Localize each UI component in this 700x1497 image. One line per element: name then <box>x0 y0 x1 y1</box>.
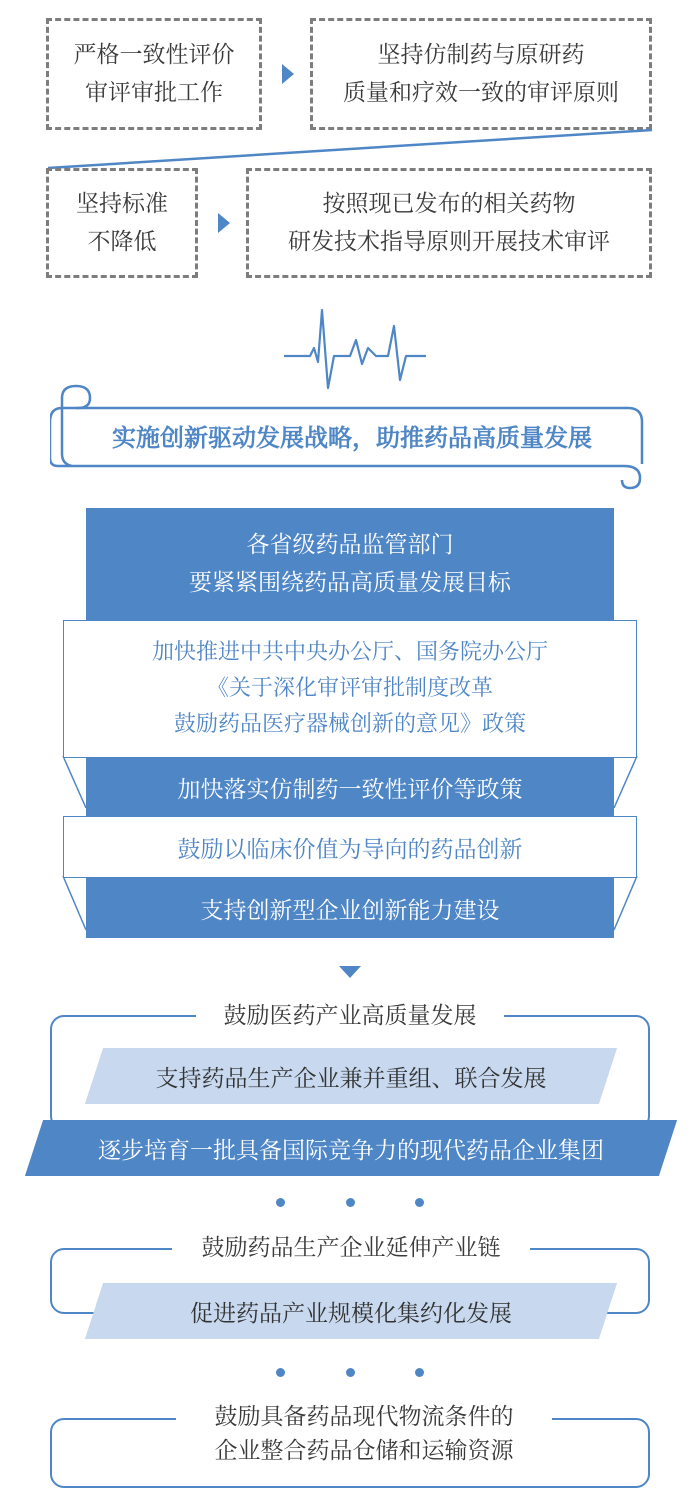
dot-icon <box>276 1198 285 1207</box>
banner-title: 实施创新驱动发展战略，助推药品高质量发展 <box>112 424 592 452</box>
band-scale-development <box>94 1283 608 1339</box>
dot-icon <box>276 1368 285 1377</box>
flow-box-line: 坚持标准 <box>76 191 168 217</box>
flow-box-line: 审评审批工作 <box>85 80 223 106</box>
band-text: 逐步培育一批具备国际竞争力的现代药品企业集团 <box>98 1137 604 1164</box>
triangle-down-icon <box>339 966 361 978</box>
section-title-supply-chain: 鼓励药品生产企业延伸产业链 <box>172 1231 530 1265</box>
block-line: 加快落实仿制药一致性评价等政策 <box>177 776 523 803</box>
band-enterprise-groups <box>34 1120 668 1176</box>
flow-box-line: 质量和疗效一致的审评原则 <box>343 80 619 106</box>
stack-block-clinical-innovation <box>63 816 637 878</box>
section-title-industry: 鼓励医药产业高质量发展 <box>196 999 504 1033</box>
dot-icon <box>415 1198 424 1207</box>
band-merger <box>94 1048 608 1104</box>
flow-box-line: 研发技术指导原则开展技术审评 <box>288 229 610 255</box>
dot-icon <box>415 1368 424 1377</box>
dot-icon <box>346 1368 355 1377</box>
band-text: 支持药品生产企业兼并重组、联合发展 <box>155 1065 547 1092</box>
flow-box-line: 不降低 <box>87 229 157 255</box>
section-title-line: 鼓励具备药品现代物流条件的 <box>214 1404 514 1430</box>
stack-block-policy <box>63 620 637 758</box>
stack-block-regulators <box>86 508 614 620</box>
flow-box-line: 坚持仿制药与原研药 <box>377 42 585 68</box>
block-line: 支持创新型企业创新能力建设 <box>200 897 500 924</box>
block-line: 《关于深化审评审批制度改革 <box>206 676 493 701</box>
block-line: 各省级药品监管部门 <box>246 532 454 558</box>
band-text: 促进药品产业规模化集约化发展 <box>190 1300 512 1327</box>
dot-icon <box>346 1198 355 1207</box>
stack-block-generic-policy <box>86 758 614 816</box>
block-line: 要紧紧围绕药品高质量发展目标 <box>189 570 511 596</box>
block-line: 鼓励药品医疗器械创新的意见》政策 <box>173 712 526 737</box>
block-line: 鼓励以临床价值为导向的药品创新 <box>177 836 523 863</box>
section-title-logistics <box>176 1400 552 1468</box>
flow-box-line: 严格一致性评价 <box>73 42 235 68</box>
flow-box-line: 按照现已发布的相关药物 <box>322 191 576 217</box>
section-title-line: 企业整合药品仓储和运输资源 <box>214 1438 514 1464</box>
stack-block-enterprise-capacity <box>86 878 614 938</box>
block-line: 加快推进中共中央办公厅、国务院办公厅 <box>151 640 548 665</box>
